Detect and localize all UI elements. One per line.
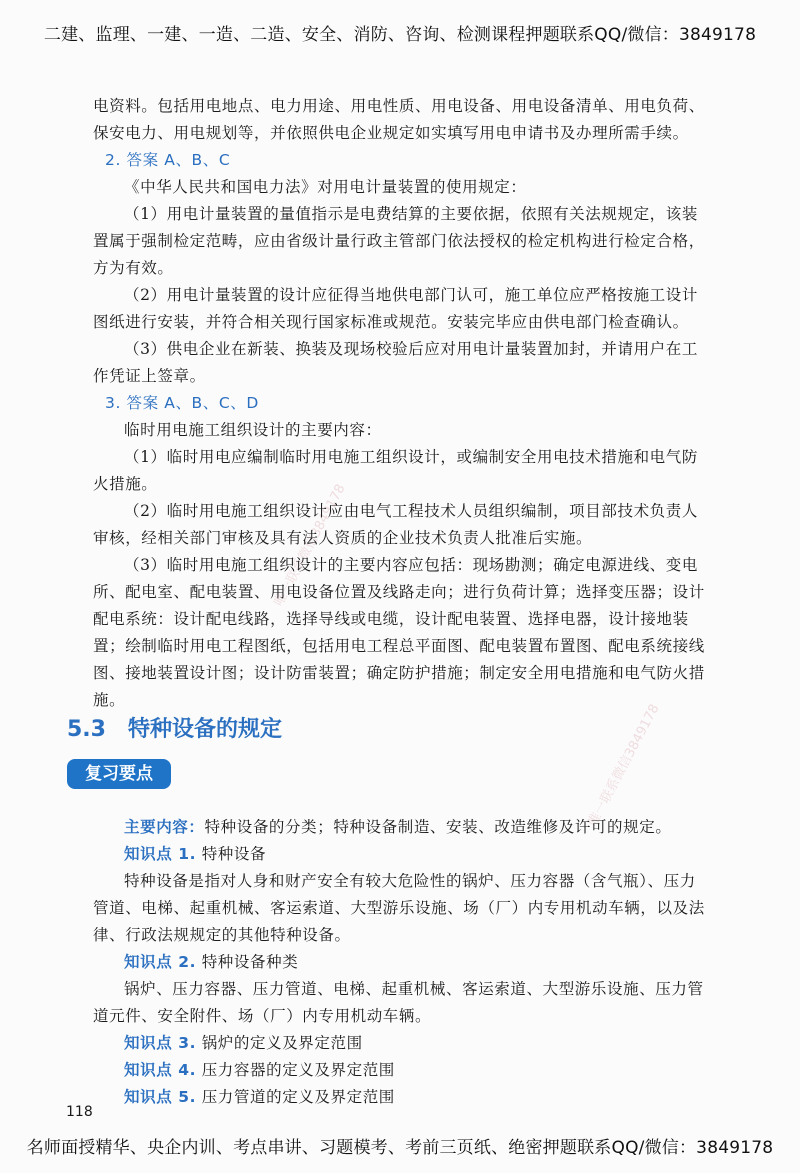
paragraph: 特种设备是指对人身和财产安全有较大危险性的锅炉、压力容器（含气瓶）、压力管道、电梯、起重机械、客运索道、大型游乐设施、场（厂）内专用机动车辆，以及法律、行政法规规定的其他特种设备。 xyxy=(93,872,705,944)
watermark: 唯一联系微信3849178 xyxy=(585,701,663,829)
answer-explanations xyxy=(93,93,705,714)
main-content-text: 特种设备的分类；特种设备制造、安装、改造维修及许可的规定。 xyxy=(204,818,672,836)
knowledge-point-label: 知识点 2. xyxy=(124,953,197,971)
list-item: （2）用电计量装置的设计应征得当地供电部门认可，施工单位应严格按施工设计图纸进行安装，并符合相关现行国家标准或规范。安装完毕应由供电部门检查确认。 xyxy=(93,286,698,331)
section-number: 5.3 xyxy=(67,717,106,742)
page-number: 118 xyxy=(66,1104,93,1120)
answer-heading: 2. 答案 A、B、C xyxy=(105,151,231,169)
paragraph: 《中华人民共和国电力法》对用电计量装置的使用规定： xyxy=(124,178,527,196)
section-heading: 特种设备的规定 xyxy=(127,717,282,742)
knowledge-point-title: 压力管道的定义及界定范围 xyxy=(201,1088,395,1106)
paragraph: 电资料。包括用电地点、电力用途、用电性质、用电设备、用电设备清单、用电负荷、保安电力、用电规划等，并依照供电企业规定如实填写用电申请书及办理所需手续。 xyxy=(93,97,705,142)
knowledge-point-title: 特种设备 xyxy=(201,845,267,863)
list-item: （1）临时用电应编制临时用电施工组织设计，或编制安全用电技术措施和电气防火措施。 xyxy=(93,448,698,493)
knowledge-point-title: 锅炉的定义及界定范围 xyxy=(201,1034,363,1052)
list-item: （2）临时用电施工组织设计应由电气工程技术人员组织编制，项目部技术负责人审核，经相关部门审核及具有法人资质的企业技术负责人批准后实施。 xyxy=(93,502,698,547)
list-item: （1）用电计量装置的量值指示是电费结算的主要依据，依照有关法规规定，该装置属于强制检定范畴，应由省级计量行政主管部门依法授权的检定机构进行检定合格，方为有效。 xyxy=(93,205,705,277)
knowledge-point-label: 知识点 5. xyxy=(124,1088,197,1106)
knowledge-point-title: 压力容器的定义及界定范围 xyxy=(201,1061,395,1079)
watermark: 唯一联系微信3849178 xyxy=(271,481,349,609)
main-content-label: 主要内容： xyxy=(124,818,205,836)
knowledge-point-label: 知识点 3. xyxy=(124,1034,197,1052)
paragraph: 临时用电施工组织设计的主要内容： xyxy=(124,421,382,439)
paragraph: 锅炉、压力容器、压力管道、电梯、起重机械、客运索道、大型游乐设施、压力管道元件、安全附件、场（厂）内专用机动车辆。 xyxy=(93,980,704,1025)
list-item: （3）临时用电施工组织设计的主要内容应包括：现场勘测；确定电源进线、变电所、配电室、配电装置、用电设备位置及线路走向；进行负荷计算；选择变压器；设计配电系统：设计配电线路，选择导线或电缆，设计配电装置、选择电器，设计接地装置；绘制临时用电工程图纸，包括用电工程总平面图、配电装置布置图、配电系统接线图、接地装置设计图；设计防雷装置；确定防护措施；制定安全用电措施和电气防火措施。 xyxy=(93,556,705,709)
knowledge-point-label: 知识点 1. xyxy=(124,845,197,863)
bottom-banner: 名师面授精华、央企内训、考点串讲、习题模考、考前三页纸、绝密押题联系QQ/微信：3849178 xyxy=(26,1138,774,1158)
review-points-badge: 复习要点 xyxy=(67,759,171,789)
answer-heading: 3. 答案 A、B、C、D xyxy=(105,394,259,412)
section-title xyxy=(67,712,282,743)
review-points xyxy=(93,814,705,1111)
list-item: （3）供电企业在新装、换装及现场校验后应对用电计量装置加封，并请用户在工作凭证上签章。 xyxy=(93,340,698,385)
knowledge-point-label: 知识点 4. xyxy=(124,1061,197,1079)
top-banner: 二建、监理、一建、一造、二造、安全、消防、咨询、检测课程押题联系QQ/微信：3849178 xyxy=(43,25,757,45)
knowledge-point-title: 特种设备种类 xyxy=(201,953,299,971)
